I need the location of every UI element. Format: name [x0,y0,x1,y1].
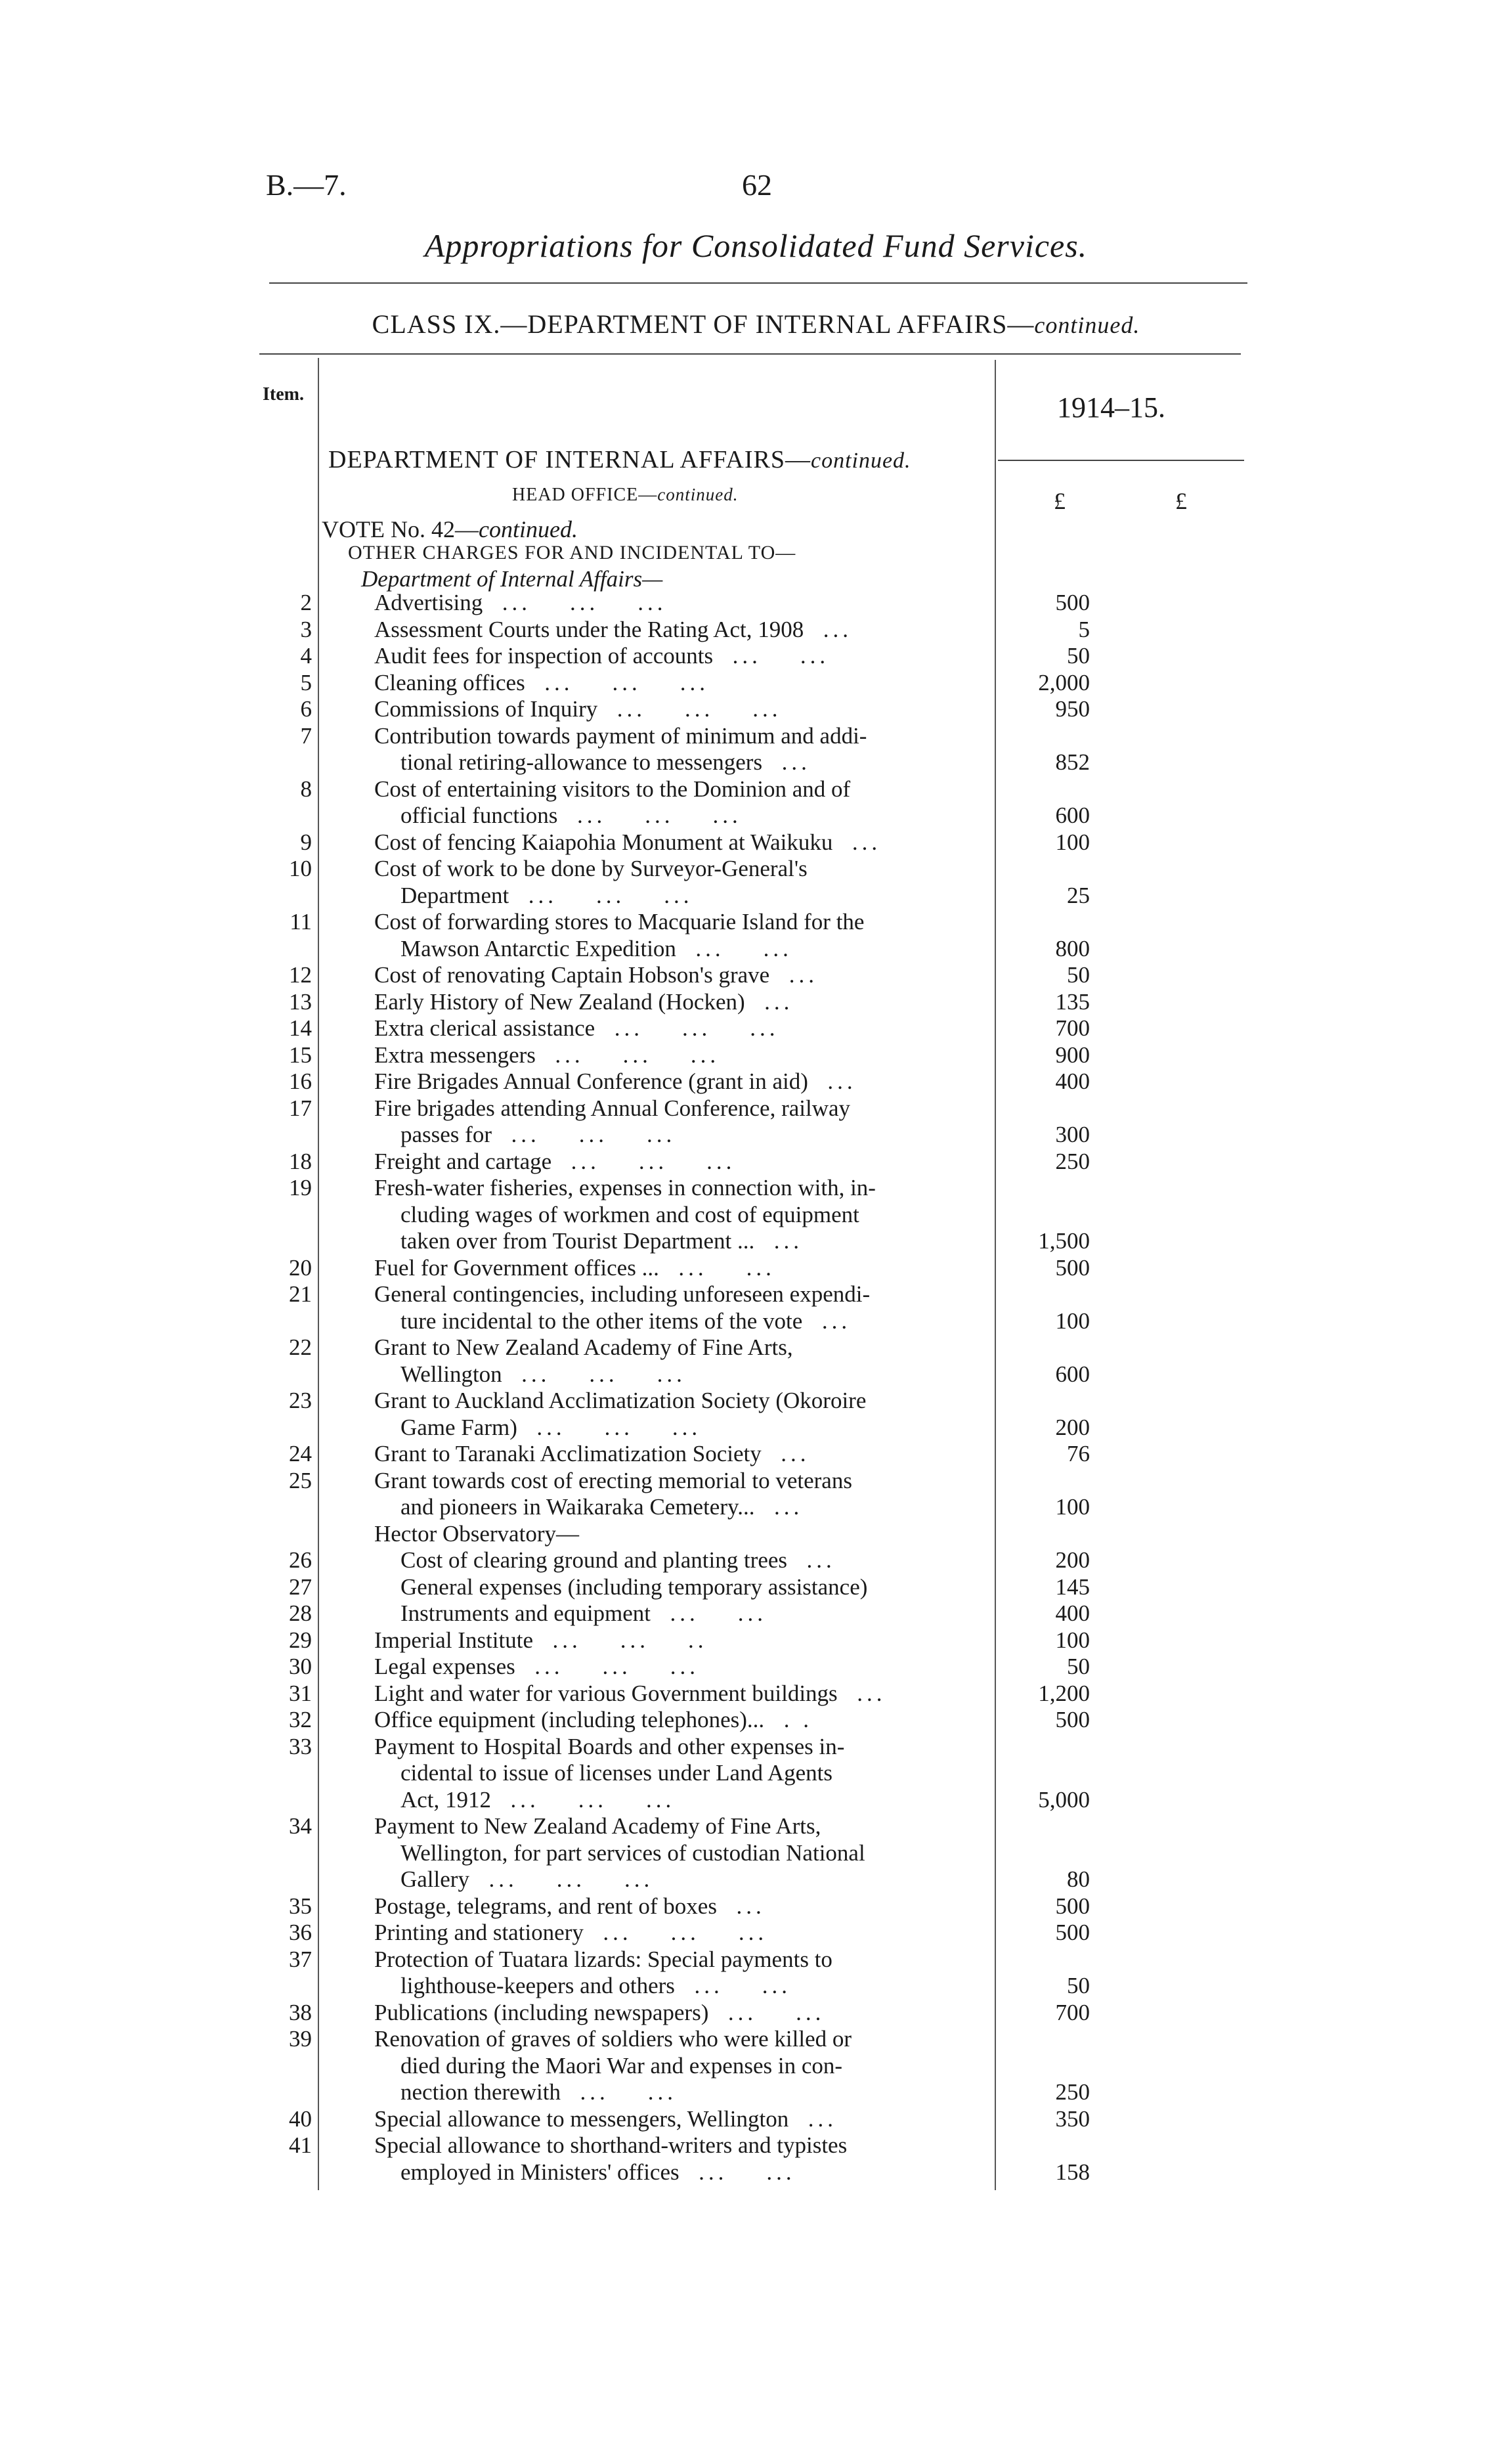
item-description-text: Grant to Auckland Acclimatization Society (Okoroire [374,1388,867,1413]
item-description-text: employed in Ministers' offices [400,2159,680,2185]
department-heading-text: DEPARTMENT OF INTERNAL AFFAIRS— [328,446,811,473]
item-description-text: Renovation of graves of soldiers who were killed or [374,2026,852,2052]
item-number: 3 [300,616,312,642]
item-description-text: Cleaning offices [374,669,525,695]
item-amount: 300 [1055,1122,1090,1147]
item-description [374,643,991,670]
item-description [400,883,1018,910]
item-description-text: Assessment Courts under the Rating Act, 1908 [374,616,804,642]
item-description [374,1175,991,1202]
item-amount: 700 [1055,1999,1090,2025]
item-description [374,617,991,644]
leader-dots: ... ... ... [483,590,667,615]
item-description [374,856,991,883]
item-description [400,1308,1018,1335]
item-description [400,1361,1018,1388]
item-amount: 80 [1067,1866,1090,1892]
leader-dots: ... ... ... [557,803,742,828]
leader-dots: ... ... ... [551,1148,736,1174]
item-description-text: Game Farm) [400,1414,517,1440]
item-number: 16 [289,1068,312,1094]
item-description-text: Wellington, for part services of custodian National [400,1839,865,1866]
item-description-text: cidental to issue of licenses under Land Agents [400,1760,833,1786]
item-description [374,1441,991,1468]
item-description [374,1255,991,1282]
department-heading-suffix: continued. [810,449,911,473]
item-number: 27 [289,1574,312,1600]
item-number: 15 [289,1042,312,1068]
item-description [400,1202,1018,1229]
amount-column-divider [995,360,996,2190]
item-description-text: taken over from Tourist Department ... [400,1228,755,1254]
item-amount: 200 [1055,1414,1090,1440]
class-title-text: CLASS IX.—DEPARTMENT OF INTERNAL AFFAIRS— [372,309,1035,339]
item-amount: 5 [1078,616,1090,642]
item-description-text: Fresh-water fisheries, expenses in connection with, in- [374,1175,876,1200]
leader-dots: ... ... ... [597,696,782,722]
item-description [374,1388,991,1415]
item-number: 10 [289,856,312,881]
leader-dots: ... [832,829,882,855]
item-amount: 200 [1055,1547,1090,1573]
item-amount: 400 [1055,1600,1090,1626]
leader-dots: ... ... ... [517,1414,702,1440]
item-amount: 2,000 [1038,669,1090,695]
item-description-text: Commissions of Inquiry [374,696,598,722]
item-amount: 900 [1055,1042,1090,1068]
leader-dots: ... ... ... [535,1042,720,1068]
item-description-text: Instruments and equipment [400,1600,651,1626]
item-description-text: Cost of work to be done by Surveyor-General's [374,856,808,881]
leader-dots: ... [802,1308,852,1334]
item-amount: 5,000 [1038,1786,1090,1813]
item-description [374,1947,991,1973]
leader-dots: . . [764,1707,813,1732]
leader-dots: ... ... ... [583,1920,768,1945]
item-number: 17 [289,1095,312,1121]
item-description-text: Grant to Taranaki Acclimatization Society [374,1441,762,1466]
item-number: 4 [300,643,312,669]
table-top-rule [259,353,1241,355]
item-number: 33 [289,1733,312,1759]
leader-dots: ... ... [713,643,830,669]
leader-dots: ... ... ... [491,1786,676,1813]
item-description-text: Fire Brigades Annual Conference (grant in aid) [374,1068,808,1094]
item-number: 36 [289,1920,312,1945]
item-description-text: General expenses (including temporary assistance) [400,1574,868,1600]
item-description [374,829,991,856]
item-description-text: Grant to New Zealand Academy of Fine Arts, [374,1334,793,1360]
item-number: 13 [289,988,312,1015]
item-amount: 400 [1055,1068,1090,1094]
currency-symbol-col1: £ [1054,488,1066,514]
item-amount: 500 [1055,1893,1090,1919]
head-office-heading [512,485,738,506]
item-number: 20 [289,1254,312,1281]
item-number: 23 [289,1388,312,1413]
title-rule [269,282,1247,284]
item-amount: 100 [1055,1627,1090,1653]
item-description [400,1415,1018,1442]
item-description-text: Payment to New Zealand Academy of Fine Arts, [374,1813,821,1839]
item-description-text: Imperial Institute [374,1627,534,1653]
item-amount: 1,200 [1038,1680,1090,1706]
leader-dots: ... ... ... [515,1654,700,1679]
item-description-text: Special allowance to messengers, Wellington [374,2105,789,2132]
class-title-suffix: continued. [1034,312,1140,338]
item-description [400,803,1018,829]
leader-dots: ... [754,1228,804,1254]
item-description-text: Fuel for Government offices ... [374,1254,659,1281]
item-description-text: Printing and stationery [374,1920,584,1945]
item-description [400,1547,1018,1574]
item-number: 12 [289,962,312,988]
item-amount: 50 [1067,643,1090,669]
subdepartment-heading: Department of Internal Affairs— [361,566,663,592]
item-description [374,1334,991,1361]
item-description [400,2079,1018,2106]
item-description-text: Cost of fencing Kaiapohia Monument at Waikuku [374,829,833,855]
item-amount: 250 [1055,2079,1090,2105]
class-title [0,309,1512,340]
item-number: 30 [289,1654,312,1679]
item-amount: 145 [1055,1574,1090,1600]
item-description-text: Act, 1912 [400,1786,492,1813]
item-amount: 500 [1055,590,1090,615]
item-description [400,749,1018,776]
item-description-text: ture incidental to the other items of the vote [400,1308,803,1334]
leader-dots: ... ... ... [502,1361,686,1387]
leader-dots: ... ... ... [525,669,709,695]
leader-dots: ... [837,1680,886,1706]
item-description [374,1281,991,1308]
item-description [400,2053,1018,2080]
item-description [374,590,991,617]
leader-dots: ... [761,1441,810,1466]
item-description [374,2026,991,2053]
leader-dots: ... [804,616,853,642]
item-description [374,1734,991,1761]
item-description [374,2132,991,2159]
item-amount: 100 [1055,1308,1090,1334]
item-description [374,1468,991,1495]
item-description-text: Postage, telegrams, and rent of boxes [374,1893,717,1919]
leader-dots: ... ... [708,1999,825,2025]
item-description-text: and pioneers in Waikaraka Cemetery... [400,1494,755,1520]
item-description [374,1042,991,1069]
item-description-text: Cost of renovating Captain Hobson's grave [374,962,770,988]
leader-dots: ... ... ... [595,1015,779,1041]
head-office-text: HEAD OFFICE— [512,485,658,505]
item-description [374,1654,991,1681]
head-office-suffix: continued. [657,485,739,504]
item-description-text: Extra clerical assistance [374,1015,595,1041]
item-description-text: Freight and cartage [374,1148,552,1174]
item-description-text: nection therewith [400,2079,561,2105]
leader-dots: ... ... ... [509,882,693,908]
item-number: 6 [300,696,312,722]
page-title: Appropriations for Consolidated Fund Services. [424,227,1088,264]
item-description [374,1707,991,1734]
item-number: 29 [289,1627,312,1653]
item-amount: 158 [1055,2159,1090,2185]
item-description [374,909,991,936]
item-description-text: Extra messengers [374,1042,536,1068]
item-number: 35 [289,1893,312,1919]
item-description-text: Cost of entertaining visitors to the Dominion and of [374,776,851,802]
item-amount: 700 [1055,1015,1090,1041]
item-number: 2 [300,590,312,615]
item-description [400,1494,1018,1521]
currency-symbol-col2: £ [1175,488,1187,514]
item-description-text: passes for [400,1122,492,1147]
leader-dots: ... ... ... [492,1122,676,1147]
item-description [400,1760,1018,1787]
item-amount: 100 [1055,829,1090,855]
leader-dots: ... [762,749,811,775]
item-description [374,1521,991,1548]
item-description [374,1813,991,1840]
item-description-text: official functions [400,803,558,828]
leader-dots: ... ... [659,1254,775,1281]
item-number: 37 [289,1946,312,1972]
item-description-text: Special allowance to shorthand-writers and typistes [374,2132,848,2158]
item-description-text: Audit fees for inspection of accounts [374,643,714,669]
item-amount: 800 [1055,935,1090,961]
item-description [374,696,991,723]
item-number: 28 [289,1600,312,1626]
leader-dots: ... [788,2105,837,2132]
item-amount: 1,500 [1038,1228,1090,1254]
vote-heading [322,516,578,543]
leader-dots: ... [808,1068,857,1094]
item-number: 14 [289,1015,312,1041]
item-description [374,776,991,803]
item-amount: 600 [1055,1361,1090,1387]
other-charges-heading: OTHER CHARGES FOR AND INCIDENTAL TO— [348,542,796,563]
item-description-text: Fire brigades attending Annual Conference, railway [374,1095,851,1121]
item-description-text: Protection of Tuatara lizards: Special payments to [374,1946,832,1972]
item-description [374,1681,991,1707]
item-description-text: Legal expenses [374,1654,515,1679]
item-description [400,1574,1018,1601]
item-description [374,962,991,989]
item-amount: 500 [1055,1254,1090,1281]
item-description [374,2106,991,2133]
item-number: 5 [300,669,312,695]
item-description [400,1866,1018,1893]
item-description [374,1149,991,1176]
item-amount: 852 [1055,749,1090,775]
item-description-text: tional retiring-allowance to messengers [400,749,763,775]
item-description [400,1600,1018,1627]
item-number: 8 [300,776,312,802]
item-number: 38 [289,1999,312,2025]
item-number: 40 [289,2105,312,2132]
item-description [374,2000,991,2027]
item-description [374,1095,991,1122]
item-description-text: Mawson Antarctic Expedition [400,935,676,961]
item-amount: 500 [1055,1707,1090,1732]
item-amount: 100 [1055,1494,1090,1520]
item-description-text: Cost of forwarding stores to Macquarie Island for the [374,909,865,935]
vote-heading-text: VOTE No. 42— [322,516,479,542]
leader-dots: ... ... [560,2079,677,2105]
leader-dots: ... ... [679,2159,796,2185]
item-amount: 50 [1067,1654,1090,1679]
year-rule [998,460,1244,461]
item-amount: 76 [1067,1441,1090,1466]
item-number: 39 [289,2026,312,2052]
item-description-text: Early History of New Zealand (Hocken) [374,988,745,1015]
item-description [374,989,991,1016]
item-number: 34 [289,1813,312,1839]
item-description-text: lighthouse-keepers and others [400,1973,675,1998]
item-description [374,1015,991,1042]
item-amount: 25 [1067,882,1090,908]
item-number: 24 [289,1441,312,1466]
item-description [400,2159,1018,2186]
item-number: 9 [300,829,312,855]
leader-dots: ... ... [651,1600,767,1626]
item-description-text: Gallery [400,1866,469,1892]
item-number: 7 [300,722,312,749]
item-number: 32 [289,1707,312,1732]
leader-dots: ... [745,988,794,1015]
item-amount: 950 [1055,696,1090,722]
item-description-text: Payment to Hospital Boards and other expenses in- [374,1733,845,1759]
leader-dots: ... ... ... [469,1866,654,1892]
department-heading [328,445,911,474]
item-description-text: Department [400,882,509,908]
item-amount: 250 [1055,1148,1090,1174]
item-description-text: died during the Maori War and expenses in con- [400,2052,843,2079]
leader-dots: ... [787,1547,836,1573]
item-description-text: Hector Observatory— [374,1520,579,1547]
leader-dots: ... [716,1893,766,1919]
item-column-divider [318,358,319,2190]
item-description [374,1068,991,1095]
leader-dots: ... [754,1494,804,1520]
page-number: 62 [742,168,772,202]
item-amount: 600 [1055,803,1090,828]
item-description [400,1787,1018,1814]
item-amount: 500 [1055,1920,1090,1945]
leader-dots: ... [769,962,818,988]
item-description [400,1228,1018,1255]
item-description [374,1893,991,1920]
item-description [374,723,991,750]
item-description-text: Publications (including newspapers) [374,1999,709,2025]
vote-heading-suffix: continued. [478,516,578,542]
item-description-text: Advertising [374,590,483,615]
document-reference: B.—7. [266,168,347,202]
item-description-text: General contingencies, including unforeseen expendi- [374,1281,871,1307]
item-description-text: Light and water for various Government buildings [374,1680,838,1706]
item-amount: 135 [1055,988,1090,1015]
item-number: 41 [289,2132,312,2158]
item-description-text: Grant towards cost of erecting memorial to veterans [374,1467,852,1493]
leader-dots: ... ... .. [533,1627,708,1653]
item-number: 19 [289,1175,312,1200]
item-number: 26 [289,1547,312,1573]
leader-dots: ... ... [676,935,792,961]
item-description [400,936,1018,963]
leader-dots: ... ... [674,1973,791,1998]
item-description [400,1973,1018,2000]
item-amount: 50 [1067,962,1090,988]
item-description [374,670,991,697]
item-column-header: Item. [263,384,304,405]
item-number: 21 [289,1281,312,1307]
item-number: 11 [290,909,312,935]
item-number: 22 [289,1334,312,1360]
item-number: 18 [289,1148,312,1174]
item-amount: 350 [1055,2105,1090,2132]
item-description-text: Cost of clearing ground and planting trees [400,1547,788,1573]
item-description [400,1840,1018,1867]
item-description [400,1122,1018,1149]
item-description [374,1627,991,1654]
item-amount: 50 [1067,1973,1090,1998]
item-number: 31 [289,1680,312,1706]
item-description-text: Office equipment (including telephones)... [374,1707,765,1732]
item-number: 25 [289,1467,312,1493]
item-description-text: Wellington [400,1361,502,1387]
item-description-text: cluding wages of workmen and cost of equipment [400,1201,859,1227]
item-description [374,1920,991,1947]
year-column-header: 1914–15. [1057,391,1165,424]
item-description-text: Contribution towards payment of minimum and addi- [374,722,867,749]
